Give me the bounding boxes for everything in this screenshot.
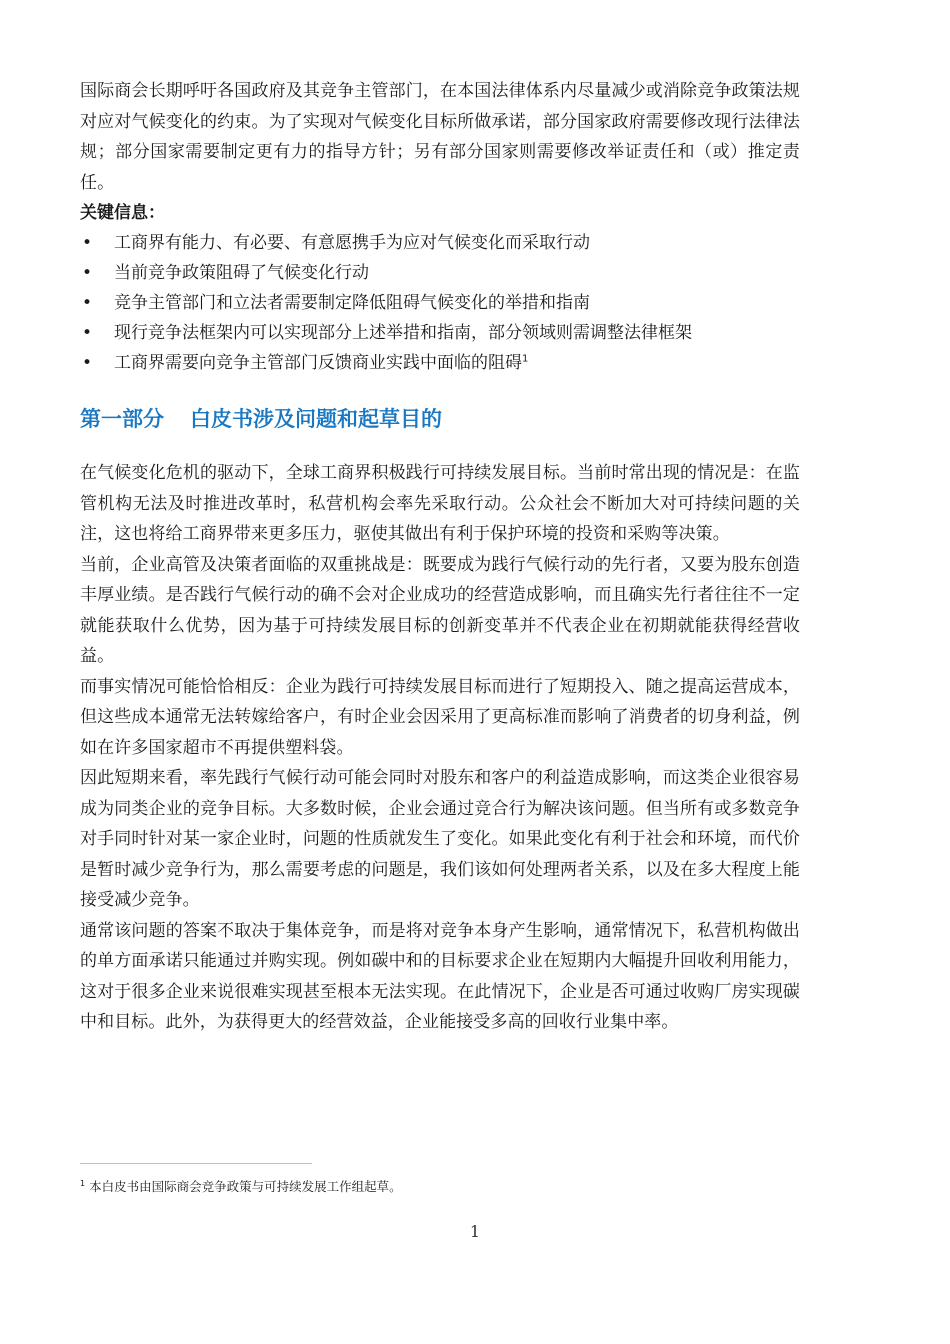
footnote: [80, 1178, 402, 1196]
key-message-text: 当前竞争政策阻碍了气候变化行动: [114, 263, 369, 283]
bullet-icon: •: [82, 233, 93, 253]
key-messages-list: [80, 228, 800, 378]
footnote-text: 本白皮书由国际商会竞争政策与可持续发展工作组起草。: [89, 1179, 402, 1194]
body-paragraph: 因此短期来看，率先践行气候行动可能会同时对股东和客户的利益造成影响，而这类企业很容易成为同类企业的竞争目标。大多数时候，企业会通过竞合行为解决该问题。但当所有或多数竞争对手同时针对某一家企业时，问题的性质就发生了变化。如果此变化有利于社会和环境，而代价是暂时减少竞争行为，那么需要考虑的问题是，我们该如何处理两者关系，以及在多大程度上能接受减少竞争。: [80, 768, 800, 910]
bullet-icon: •: [82, 263, 93, 283]
key-message-item: [80, 318, 800, 348]
key-message-text: 工商界需要向竞争主管部门反馈商业实践中面临的阻碍: [114, 353, 522, 373]
footnote-divider: [80, 1163, 312, 1164]
bullet-icon: •: [82, 353, 93, 373]
key-message-item: [80, 228, 800, 258]
key-message-item: [80, 348, 800, 378]
intro-paragraph: 国际商会长期呼吁各国政府及其竞争主管部门，在本国法律体系内尽量减少或消除竞争政策法规对应对气候变化的约束。为了实现对气候变化目标所做承诺，部分国家政府需要修改现行法律法规；部分国家需要制定更有力的指导方针；另有部分国家则需要修改举证责任和（或）推定责任。: [80, 81, 800, 193]
section-title: 白皮书涉及问题和起草目的: [190, 407, 442, 431]
bullet-icon: •: [82, 323, 93, 343]
body-paragraph: 而事实情况可能恰恰相反：企业为践行可持续发展目标而进行了短期投入、随之提高运营成本，但这些成本通常无法转嫁给客户，有时企业会因采用了更高标准而影响了消费者的切身利益，例如在许多国家超市不再提供塑料袋。: [80, 676, 800, 758]
key-message-text: 工商界有能力、有必要、有意愿携手为应对气候变化而采取行动: [114, 233, 590, 253]
key-messages-title: 关键信息：: [80, 203, 165, 223]
footnote-reference[interactable]: 1: [522, 353, 529, 365]
section-heading: [80, 402, 800, 436]
body-paragraph: 在气候变化危机的驱动下，全球工商界积极践行可持续发展目标。当前时常出现的情况是：在监管机构无法及时推进改革时，私营机构会率先采取行动。公众社会不断加大对可持续问题的关注，这也将给工商界带来更多压力，驱使其做出有利于保护环境的投资和采购等决策。: [80, 463, 800, 544]
key-message-item: [80, 258, 800, 288]
footnote-mark: 1: [80, 1178, 86, 1188]
key-message-item: [80, 288, 800, 318]
section-number: 第一部分: [80, 407, 164, 431]
page-number: 1: [469, 1222, 481, 1241]
key-message-text: 现行竞争法框架内可以实现部分上述举措和指南，部分领域则需调整法律框架: [114, 323, 692, 343]
key-message-text: 竞争主管部门和立法者需要制定降低阻碍气候变化的举措和指南: [114, 293, 590, 313]
body-paragraph: 当前，企业高管及决策者面临的双重挑战是：既要成为践行气候行动的先行者，又要为股东创造丰厚业绩。是否践行气候行动的确不会对企业成功的经营造成影响，而且确实先行者往往不一定就能获取什么优势，因为基于可持续发展目标的创新变革并不代表企业在初期就能获得经营收益。: [80, 554, 800, 666]
body-paragraph: 通常该问题的答案不取决于集体竞争，而是将对竞争本身产生影响，通常情况下，私营机构做出的单方面承诺只能通过并购实现。例如碳中和的目标要求企业在短期内大幅提升回收利用能力，这对于很多企业来说很难实现甚至根本无法实现。在此情况下，企业是否可通过收购厂房实现碳中和目标。此外，为获得更大的经营效益，企业能接受多高的回收行业集中率。: [80, 920, 800, 1032]
bullet-icon: •: [82, 293, 93, 313]
document-page: [80, 76, 800, 1038]
